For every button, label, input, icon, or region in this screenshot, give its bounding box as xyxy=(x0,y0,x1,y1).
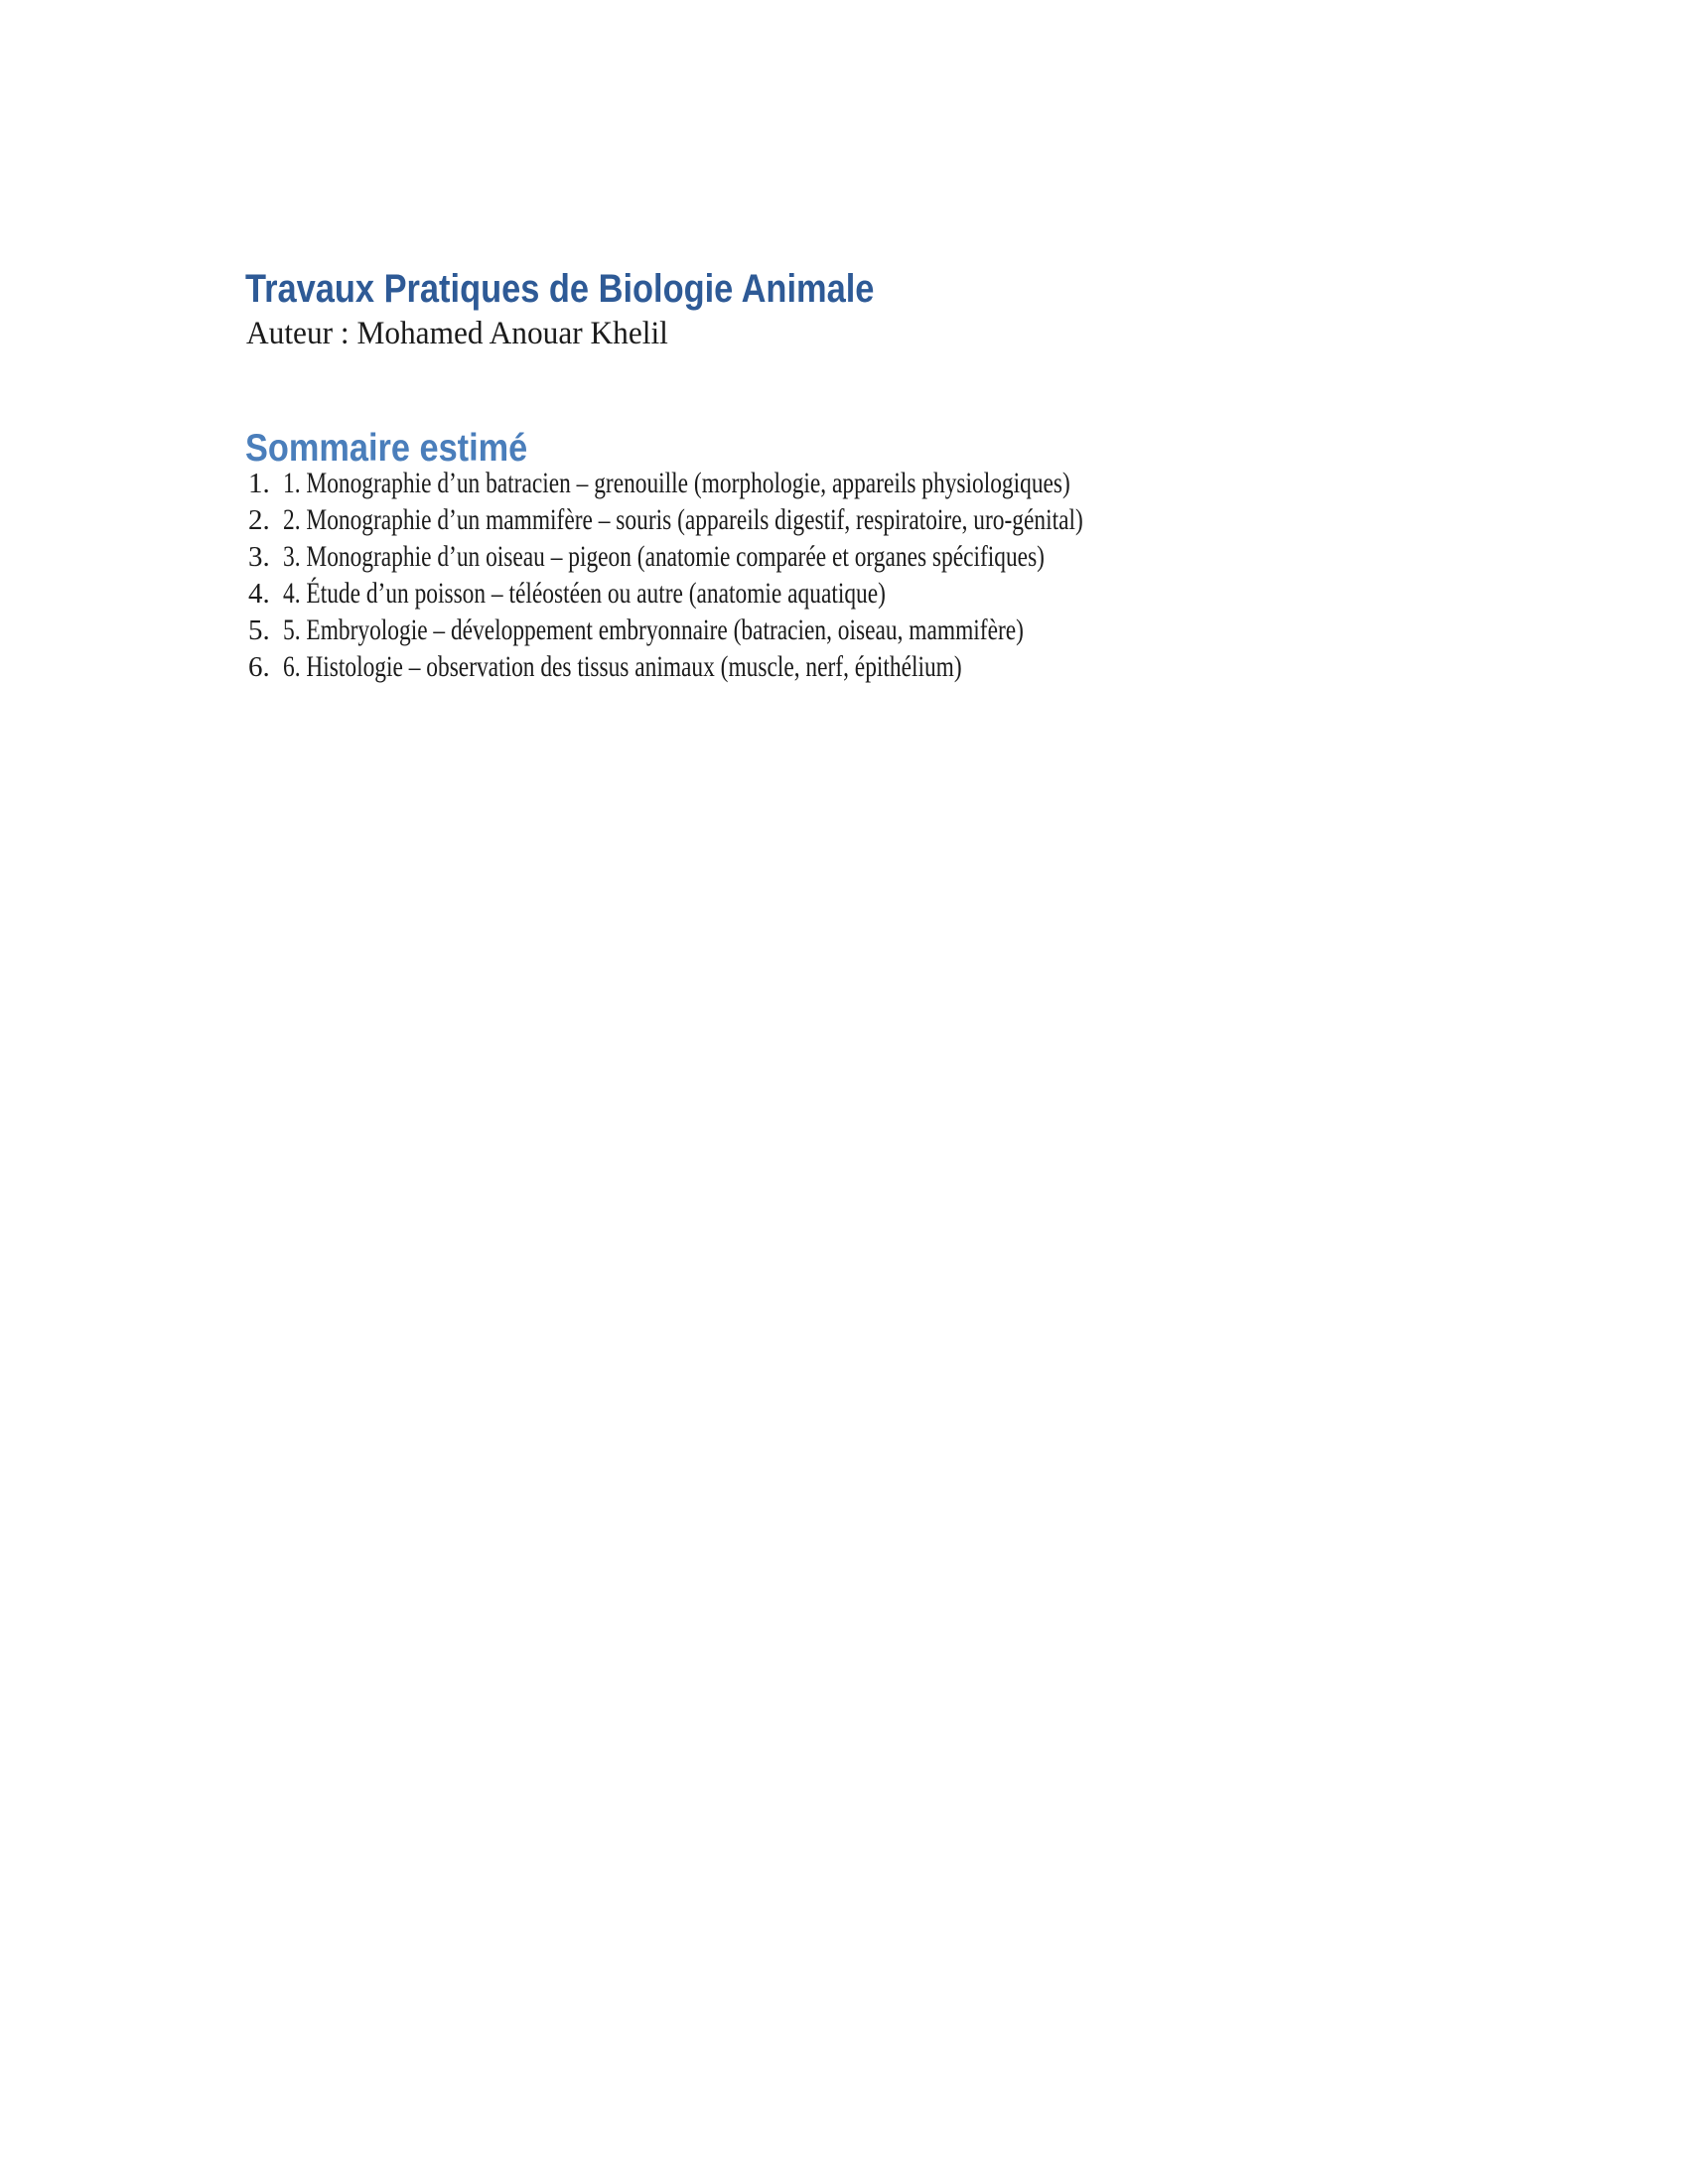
toc-item-text: 5. Embryologie – développement embryonnaire (batracien, oiseau, mammifère) xyxy=(283,614,1024,646)
toc-item-number: 1. xyxy=(248,468,270,499)
toc-item xyxy=(248,577,1489,614)
toc-item xyxy=(248,503,1489,540)
toc-item xyxy=(248,540,1489,577)
toc-item-number: 5. xyxy=(248,614,270,646)
toc-item-text: 3. Monographie d’un oiseau – pigeon (anatomie comparée et organes spécifiques) xyxy=(283,540,1045,573)
document-title: Travaux Pratiques de Biologie Animale xyxy=(245,267,875,311)
toc-item-number: 6. xyxy=(248,651,270,683)
toc-item-text: 1. Monographie d’un batracien – grenouille (morphologie, appareils physiologiques) xyxy=(283,467,1070,499)
toc-item-text: 4. Étude d’un poisson – téléostéen ou autre (anatomie aquatique) xyxy=(283,577,886,610)
toc-list xyxy=(248,467,1489,687)
author-line: Auteur : Mohamed Anouar Khelil xyxy=(246,316,668,351)
toc-item xyxy=(248,650,1489,687)
toc-item-number: 4. xyxy=(248,578,270,610)
section-heading-sommaire: Sommaire estimé xyxy=(245,427,528,470)
toc-item xyxy=(248,467,1489,503)
toc-item-number: 2. xyxy=(248,504,270,536)
toc-item xyxy=(248,614,1489,650)
toc-item-text: 2. Monographie d’un mammifère – souris (appareils digestif, respiratoire, uro-génital) xyxy=(283,503,1083,536)
toc-item-number: 3. xyxy=(248,541,270,573)
toc-item-text: 6. Histologie – observation des tissus animaux (muscle, nerf, épithélium) xyxy=(283,650,962,683)
